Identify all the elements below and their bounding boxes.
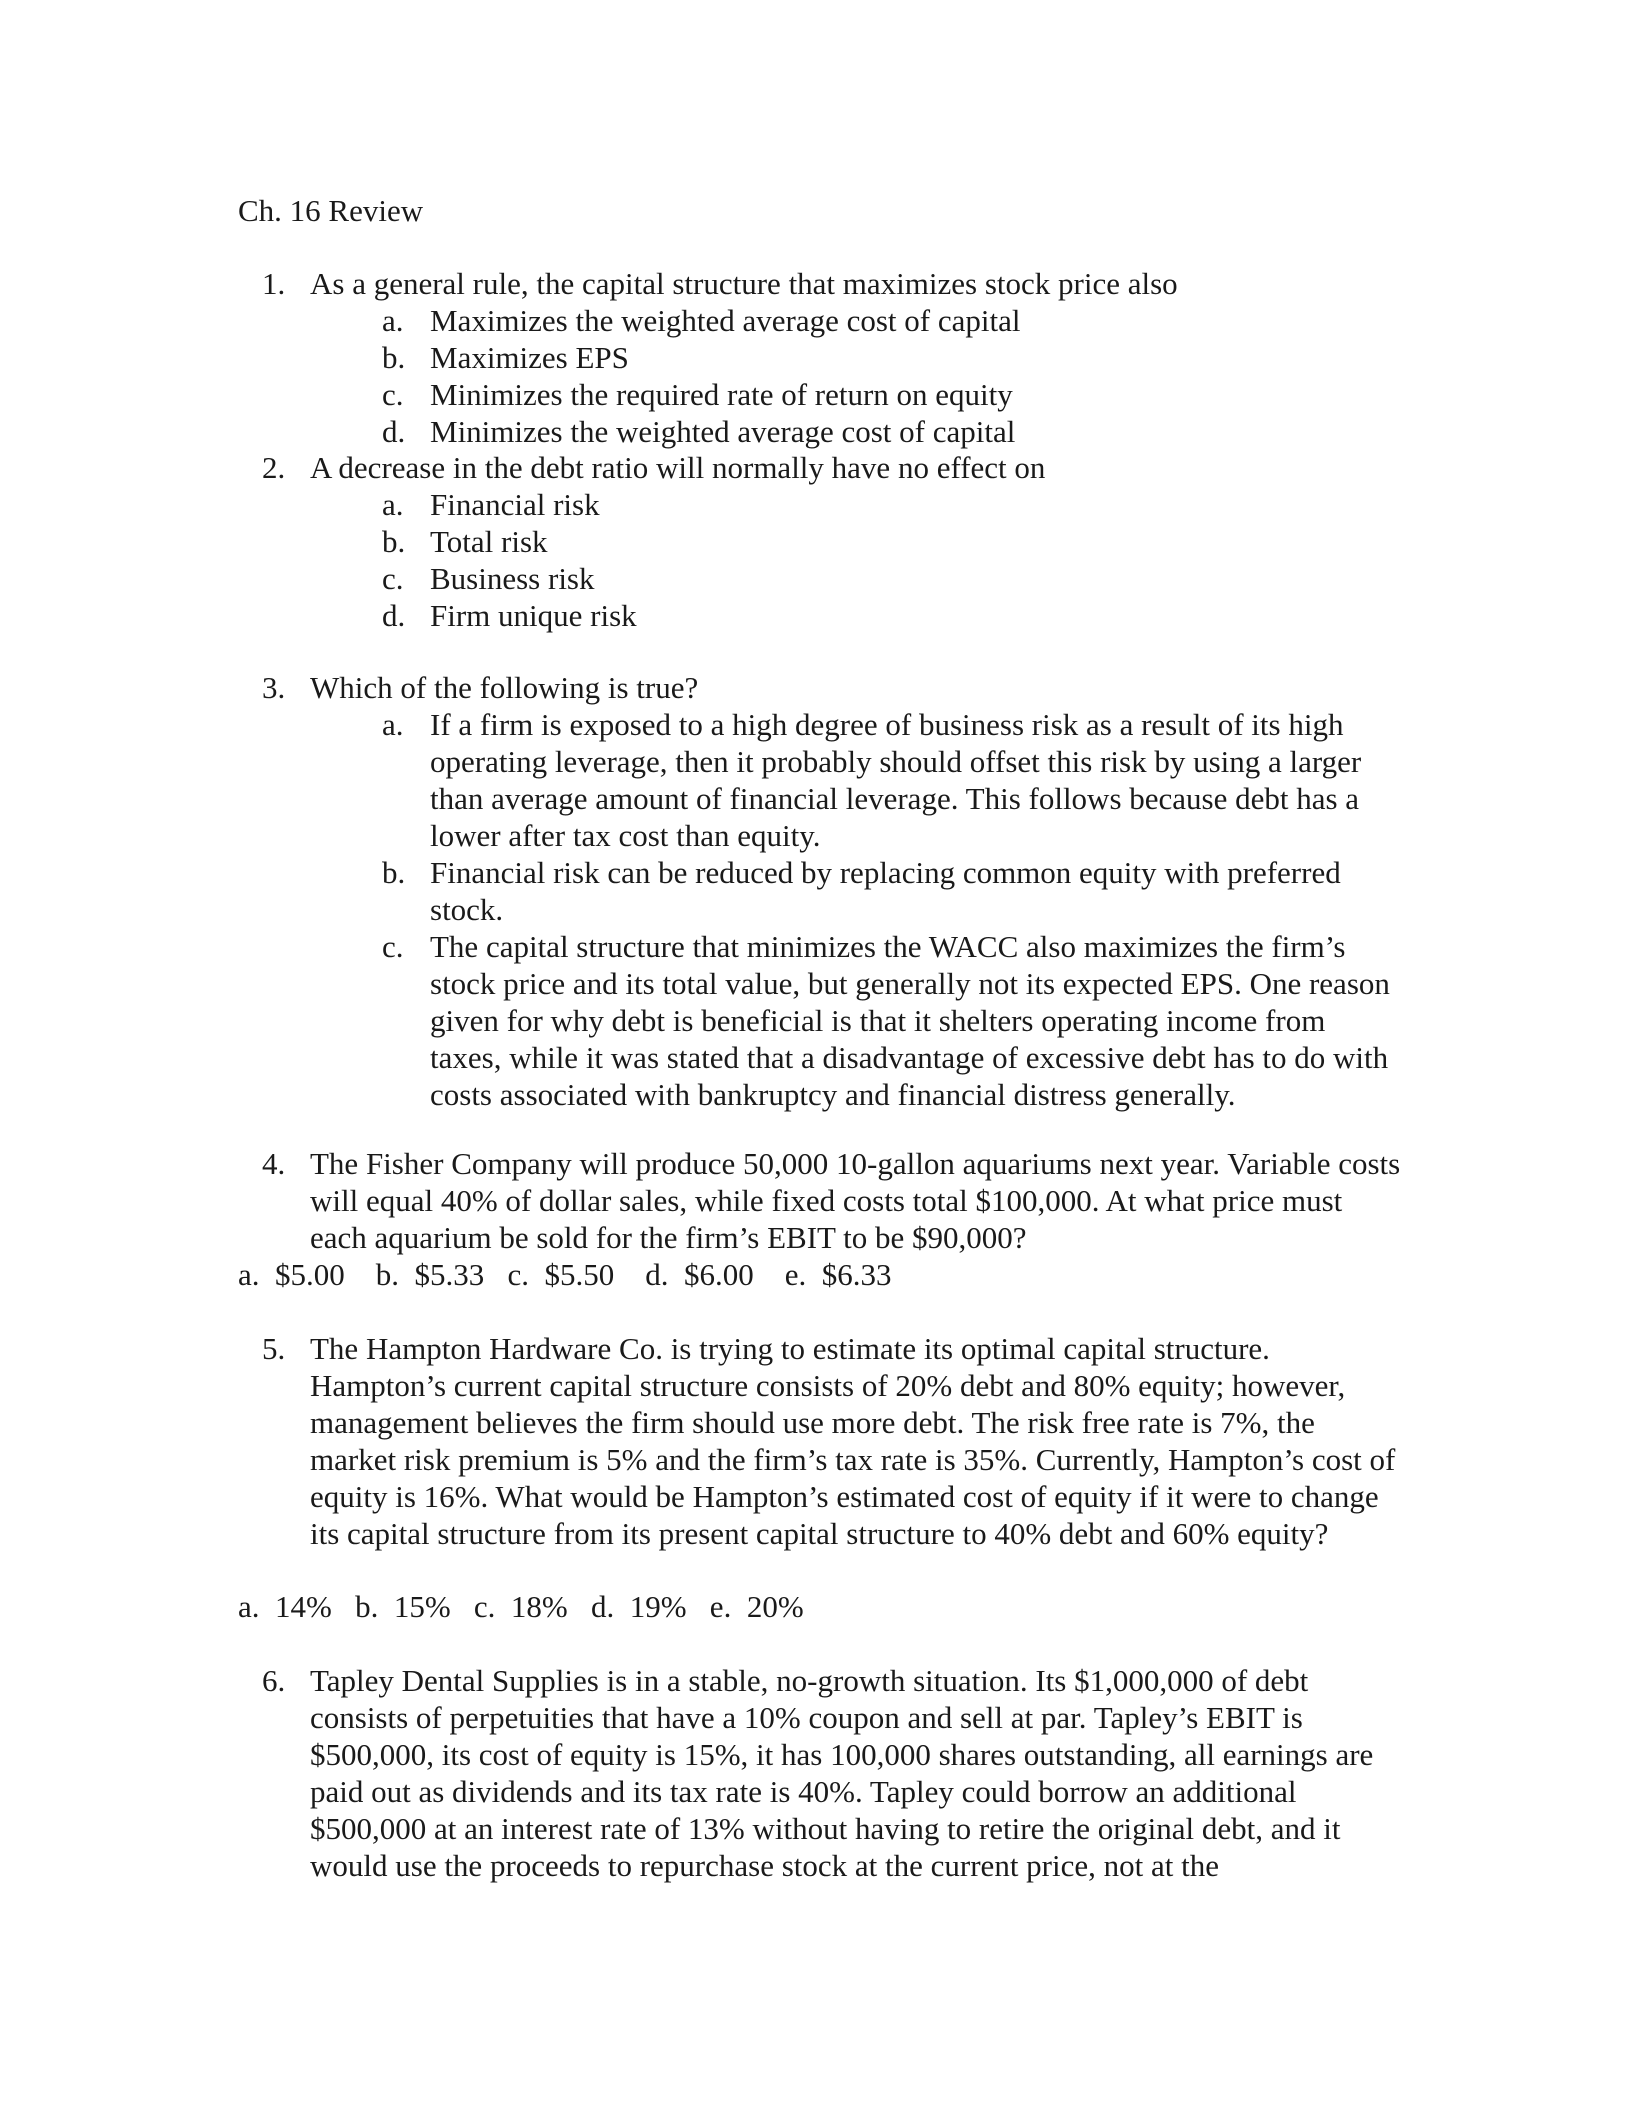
option-text: The capital structure that minimizes the WACC also maximizes the firm’s stock price and its total value, but generally not its expected EPS. One reason given for why debt is beneficial is that it shelters operating income from taxes, while it was stated that a disadvantage of excessive debt has to do with costs associated with bankruptcy and financial distress generally.	[430, 929, 1390, 1112]
question-number: 3.	[262, 670, 286, 705]
option-item	[382, 339, 1402, 376]
option-item	[382, 376, 1402, 413]
option-text: Maximizes the weighted average cost of capital	[430, 303, 1021, 338]
option-text: Financial risk can be reduced by replacing common equity with preferred stock.	[430, 855, 1341, 927]
answer-choices: a. 14% b. 15% c. 18% d. 19% e. 20%	[238, 1589, 804, 1624]
option-text: Financial risk	[430, 487, 600, 522]
option-letter: a.	[382, 487, 404, 522]
option-list	[382, 486, 1402, 634]
option-letter: a.	[382, 303, 404, 338]
question-4	[262, 1145, 1402, 1256]
option-letter: c.	[382, 929, 404, 964]
question-number: 2.	[262, 450, 286, 485]
option-letter: d.	[382, 598, 406, 633]
question-6	[262, 1662, 1402, 1884]
option-item	[382, 486, 1402, 523]
option-text: Business risk	[430, 561, 595, 596]
answer-choices: a. $5.00 b. $5.33 c. $5.50 d. $6.00 e. $6.33	[238, 1257, 892, 1292]
option-letter: c.	[382, 561, 404, 596]
page-title: Ch. 16 Review	[238, 193, 424, 228]
option-letter: a.	[382, 707, 404, 742]
option-item	[382, 597, 1402, 634]
option-text: Firm unique risk	[430, 598, 637, 633]
question-text: The Fisher Company will produce 50,000 10-gallon aquariums next year. Variable costs will equal 40% of dollar sales, while fixed costs total $100,000. At what price must each aquarium be sold for the firm’s EBIT to be $90,000?	[310, 1146, 1401, 1255]
question-text: The Hampton Hardware Co. is trying to estimate its optimal capital structure. Hampton’s current capital structure consists of 20% debt and 80% equity; however, management believes the firm should use more debt. The risk free rate is 7%, the market risk premium is 5% and the firm’s tax rate is 35%. Currently, Hampton’s cost of equity is 16%. What would be Hampton’s estimated cost of equity if it were to change its capital structure from its present capital structure to 40% debt and 60% equity?	[310, 1331, 1396, 1551]
option-text: Minimizes the weighted average cost of capital	[430, 414, 1016, 449]
option-item	[382, 706, 1402, 854]
option-text: If a firm is exposed to a high degree of business risk as a result of its high operating leverage, then it probably should offset this risk by using a larger than average amount of financial leverage. This follows because debt has a lower after tax cost than equity.	[430, 707, 1362, 853]
question-text: As a general rule, the capital structure that maximizes stock price also	[310, 266, 1178, 301]
question-number: 4.	[262, 1146, 286, 1181]
option-letter: b.	[382, 524, 406, 559]
question-text: A decrease in the debt ratio will normally have no effect on	[310, 450, 1046, 485]
option-item	[382, 523, 1402, 560]
question-number: 6.	[262, 1663, 286, 1698]
question-1	[262, 265, 1402, 450]
option-letter: b.	[382, 855, 406, 890]
option-item	[382, 413, 1402, 450]
question-number: 1.	[262, 266, 286, 301]
option-item	[382, 928, 1402, 1113]
question-5	[262, 1330, 1402, 1552]
option-list	[382, 706, 1402, 1113]
question-text: Which of the following is true?	[310, 670, 699, 705]
option-list	[382, 302, 1402, 450]
option-text: Maximizes EPS	[430, 340, 629, 375]
option-item	[382, 302, 1402, 339]
option-letter: b.	[382, 340, 406, 375]
option-letter: d.	[382, 414, 406, 449]
option-text: Minimizes the required rate of return on equity	[430, 377, 1013, 412]
option-item	[382, 560, 1402, 597]
question-number: 5.	[262, 1331, 286, 1366]
option-item	[382, 854, 1402, 928]
question-2	[262, 449, 1402, 634]
question-3	[262, 669, 1402, 1113]
question-text: Tapley Dental Supplies is in a stable, no-growth situation. Its $1,000,000 of debt consists of perpetuities that have a 10% coupon and sell at par. Tapley’s EBIT is $500,000, its cost of equity is 15%, it has 100,000 shares outstanding, all earnings are paid out as dividends and its tax rate is 40%. Tapley could borrow an additional $500,000 at an interest rate of 13% without having to retire the original debt, and it would use the proceeds to repurchase stock at the current price, not at the	[310, 1663, 1374, 1883]
option-text: Total risk	[430, 524, 548, 559]
option-letter: c.	[382, 377, 404, 412]
